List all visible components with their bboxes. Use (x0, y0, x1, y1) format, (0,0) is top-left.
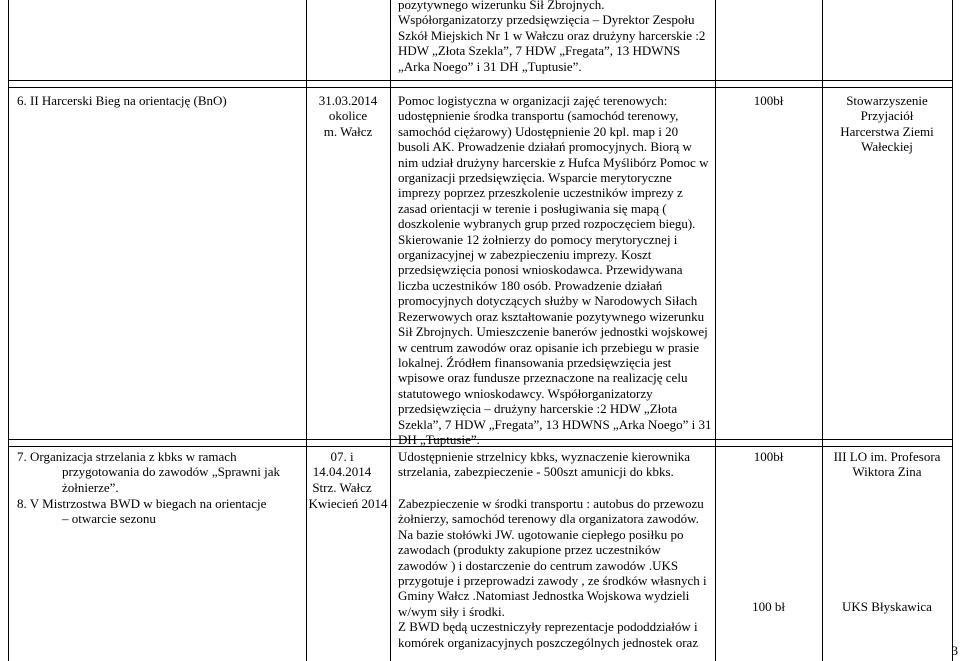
grid-line-col3 (390, 0, 391, 661)
grid-line-left (8, 0, 9, 661)
row6-participants: 100bł (753, 93, 784, 108)
row7-date: 07. i 14.04.2014 Strz. Wałcz (312, 449, 372, 495)
row7-participants: 100bł (753, 449, 784, 464)
grid-line-row-b (8, 87, 953, 88)
row8-partner: UKS Błyskawica (842, 599, 932, 614)
grid-line-row-a (8, 80, 953, 81)
row7-partner: III LO im. Profesora Wiktora Zina (833, 449, 941, 480)
row6-event: 6. II Harcerski Bieg na orientację (BnO) (17, 93, 227, 108)
row7-event: 7. Organizacja strzelania z kbks w ramach przygotowania do zawodów „Sprawni jak żołnierze”. (17, 449, 281, 495)
row6-date: 31.03.2014 okolice m. Wałcz (318, 93, 378, 139)
top-block-text: pozytywnego wizerunku Sił Zbrojnych. Współorganizatorzy przedsięwzięcia – Dyrektor Zespołu Szkół Miejskich Nr 1 w Wałczu oraz drużyny harcerskie :2 HDW „Złota Szekla”, 7 HDW „Fregata”, 13 HDWNS „Arka Noego” i 31 DH „Tuptusie”. (398, 0, 706, 74)
row7-description: Udostępnienie strzelnicy kbks, wyznaczenie kierownika strzelania, zabezpieczenie - 500szt amunicji do kbks. (398, 449, 691, 480)
row8-date: Kwiecień 2014 (308, 496, 388, 511)
grid-line-right (952, 0, 953, 661)
row6-description: Pomoc logistyczna w organizacji zajęć terenowych: udostępnienie środka transportu (samochód terenowy, samochód ciężarowy) Udostępnienie 20 kpl. map i 20 busoli AK. Prowadzenie działań promocyjnych. Biorą w nim udział drużyny harcerskie z Hufca Myślibórz Pomoc w organizacji przedsięwzięcia. Wsparcie merytoryczne imprezy poprzez przeszkolenie uczestników imprezy z zasad orientacji w terenie i posługiwania się mapą ( doszkolenie wybranych grup przed rozpoczęciem biegu). Skierowanie 12 żołnierzy do pomocy merytorycznej i organizacyjnej w zabezpieczeniu imprezy. Koszt przedsięwzięcia ponosi wnioskodawca. Przewidywana liczba uczestników 180 osób. Prowadzenie działań promocyjnych dotyczących służby w Narodowych Siłach Rezerwowych oraz kształtowanie pozytywnego wizerunku Sił Zbrojnych. Umieszczenie banerów jednostki wojskowej w centrum zawodów oraz opisanie ich przebiegu w prasie lokalnej. Źródłem finansowania przedsięwzięcia jest wpisowe oraz fundusze przeznaczone na realizację celu statutowego wnioskodawcy. Współorganizatorzy przedsięwzięcia – drużyny harcerskie :2 HDW „Złota Szekla”, 7 HDW „Fregata”, 13 HDWNS „Arka Noego” i 31 DH „Tuptusie”. (398, 93, 712, 447)
row6-partner: Stowarzyszenie Przyjaciół Harcerstwa Ziemi Wałeckiej (840, 93, 934, 155)
page-number: 3 (951, 643, 958, 658)
row8-event: 8. V Mistrzostwa BWD w biegach na orientacje – otwarcie sezonu (17, 496, 267, 527)
row8-participants: 100 bł (752, 599, 785, 614)
row8-description: Zabezpieczenie w środki transportu : autobus do przewozu żołnierzy, samochód terenowy dla organizatora zawodów. Na bazie stołówki JW. ugotowanie ciepłego posiłku po zawodach (produkty zakupione przez uczestników zawodów ) i dostarczenie do centrum zawodów .UKS przygotuje i przeprowadzi zawody , ze środków własnych i Gminy Wałcz .Natomiast Jednostka Wojskowa wydzieli w/wym siły i środki. Z BWD będą uczestniczyły reprezentacje pododdziałów i komórek organizacyjnych poszczególnych jednostek oraz (398, 496, 707, 650)
